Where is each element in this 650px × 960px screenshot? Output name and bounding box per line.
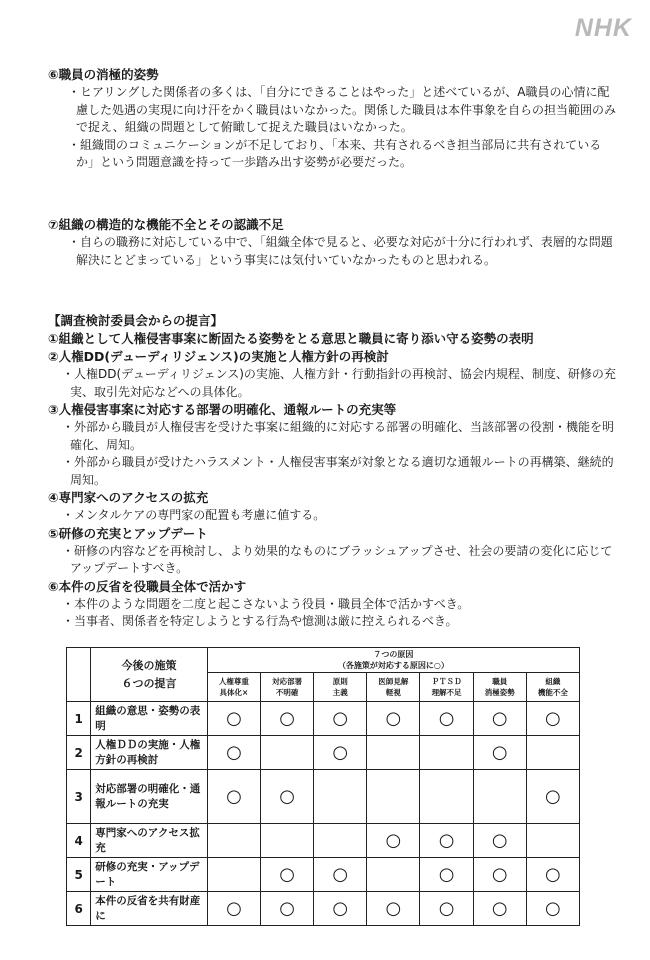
- cause-mark-cell: [207, 702, 260, 736]
- cause-mark-cell: [314, 770, 367, 824]
- circle-mark: ○: [545, 898, 561, 919]
- table-corner: [67, 648, 91, 702]
- proposal-title: ①組織として人権侵害事案に断固たる姿勢をとる意思と職員に寄り添い守る姿勢の表明: [48, 331, 534, 346]
- header-causes: ７つの原因 （各施策が対応する原因に○）: [207, 648, 579, 673]
- circle-mark: ○: [438, 708, 455, 729]
- cause-mark-cell: [526, 770, 579, 824]
- table-row: [67, 892, 580, 926]
- proposal-title: ③人権侵害事案に対応する部署の明確化、通報ルートの充実等: [48, 402, 397, 417]
- cause-mark-cell: [526, 892, 579, 926]
- cause-mark-cell: [207, 736, 260, 770]
- circle-mark: ○: [491, 742, 508, 763]
- section-7-bullet: ・自らの職務に対応している中で、「組織全体で見ると、必要な対応が十分に行われず、表層的な問題解決にとどまっている」という事実には気付いていなかったものと思われる。: [68, 235, 613, 267]
- row-number: 6: [67, 892, 91, 926]
- circle-mark: ○: [226, 898, 242, 919]
- circle-mark: ○: [545, 708, 561, 729]
- proposal-title: ④専門家へのアクセスの拡充: [48, 490, 209, 505]
- circle-mark: ○: [491, 708, 508, 729]
- section-6-bullet: ・組織間のコミュニケーションが不足しており、「本来、共有されるべき担当部局に共有されているか」という問題意識を持って一歩踏み出す姿勢が必要だった。: [68, 137, 602, 169]
- row-number: 2: [67, 736, 91, 770]
- circle-mark: ○: [226, 708, 242, 729]
- cause-mark-cell: [261, 824, 314, 858]
- table-row: [67, 736, 580, 770]
- circle-mark: ○: [438, 864, 455, 885]
- header-proposals: 今後の施策 ６つの提言: [91, 648, 208, 702]
- cause-mark-cell: [367, 770, 420, 824]
- cause-mark-cell: [314, 858, 367, 892]
- row-proposal: 専門家へのアクセス拡充: [91, 824, 208, 858]
- proposals-section: [48, 312, 618, 631]
- circle-mark: ○: [226, 742, 242, 763]
- circle-mark: ○: [332, 864, 349, 885]
- cause-mark-cell: [207, 858, 260, 892]
- table-row: [67, 702, 580, 736]
- row-number: 4: [67, 824, 91, 858]
- cause-mark-cell: [261, 858, 314, 892]
- proposal-bullet: ・当事者、関係者を特定しようとする行為や憶測は厳に控えられるべき。: [62, 614, 458, 628]
- circle-mark: ○: [332, 898, 349, 919]
- proposal-cause-table: [66, 647, 580, 926]
- section-7-heading: ⑦組織の構造的な機能不全とその認識不足: [48, 217, 284, 232]
- cause-mark-cell: [367, 892, 420, 926]
- row-proposal: 人権ＤＤの実施・人権方針の再検討: [91, 736, 208, 770]
- circle-mark: ○: [438, 830, 455, 851]
- cause-mark-cell: [367, 736, 420, 770]
- cause-mark-cell: [420, 858, 473, 892]
- circle-mark: ○: [279, 786, 295, 807]
- section-7: [48, 216, 618, 269]
- cause-header: 職員 消極姿勢: [473, 673, 526, 702]
- circle-mark: ○: [491, 830, 508, 851]
- cause-mark-cell: [261, 702, 314, 736]
- proposal-title: ⑤研修の充実とアップデート: [48, 525, 208, 541]
- cause-header: 人権尊重 具体化×: [207, 673, 260, 702]
- cause-header: 医師見解 軽視: [367, 673, 420, 702]
- row-proposal: 組織の意思・姿勢の表明: [91, 702, 208, 736]
- section-6-bullet: ・ヒアリングした関係者の多くは、「自分にできることはやった」と述べているが、A職員の心情に配慮した処遇の実現に向け汗をかく職員はいなかった。関係した職員は本件事象を自らの担当範囲のみで捉え、組織の問題として俯瞰して捉えた職員はいなかった。: [68, 85, 617, 134]
- nhk-logo: NHK: [574, 14, 632, 42]
- circle-mark: ○: [332, 742, 349, 763]
- table-body: [67, 702, 580, 926]
- cause-mark-cell: [473, 702, 526, 736]
- proposal-bullet: ・本件のような問題を二度と起こさないよう役員・職員全体で活かすべき。: [62, 596, 470, 611]
- cause-mark-cell: [314, 736, 367, 770]
- proposal-bullet: ・研修の内容などを再検討し、より効果的なものにブラッシュアップさせ、社会の要請の変化に応じてアップデートすべき。: [62, 543, 613, 575]
- row-number: 1: [67, 702, 91, 736]
- cause-mark-cell: [261, 892, 314, 926]
- circle-mark: ○: [279, 898, 295, 919]
- cause-mark-cell: [420, 702, 473, 736]
- cause-header: ＰＴＳＤ 理解不足: [420, 673, 473, 702]
- cause-mark-cell: [420, 770, 473, 824]
- proposal-bullet: ・外部から職員が人権侵害を受けた事案に組織的に対応する部署の明確化、当該部署の役割・機能を明確化、周知。: [62, 420, 615, 452]
- cause-mark-cell: [473, 824, 526, 858]
- row-proposal: 対応部署の明確化・通報ルートの充実: [91, 770, 208, 824]
- row-proposal: 本件の反省を共有財産に: [91, 892, 208, 926]
- section-6: [48, 66, 618, 172]
- circle-mark: ○: [545, 864, 561, 885]
- cause-mark-cell: [207, 892, 260, 926]
- proposal-title: ②人権DD(デューディリジェンス)の実施と人権方針の再検討: [48, 349, 389, 364]
- circle-mark: ○: [438, 898, 455, 919]
- row-number: 5: [67, 858, 91, 892]
- cause-mark-cell: [420, 892, 473, 926]
- circle-mark: ○: [279, 708, 295, 729]
- cause-mark-cell: [473, 892, 526, 926]
- cause-mark-cell: [314, 702, 367, 736]
- cause-mark-cell: [473, 736, 526, 770]
- circle-mark: ○: [491, 864, 508, 885]
- proposal-bullet: ・メンタルケアの専門家の配置も考慮に値する。: [62, 508, 326, 522]
- proposal-bullet: ・人権DD(デューディリジェンス)の実施、人権方針・行動指針の再検討、協会内規程、制度、研修の充実、取引先対応などへの具体化。: [62, 367, 616, 399]
- cause-mark-cell: [261, 770, 314, 824]
- cause-mark-cell: [261, 736, 314, 770]
- row-number: 3: [67, 770, 91, 824]
- cause-mark-cell: [367, 702, 420, 736]
- cause-mark-cell: [207, 770, 260, 824]
- table-row: [67, 824, 580, 858]
- circle-mark: ○: [545, 786, 561, 807]
- table-row: [67, 858, 580, 892]
- cause-mark-cell: [207, 824, 260, 858]
- section-6-heading: ⑥職員の消極的姿勢: [48, 67, 159, 82]
- cause-header: 対応部署 不明確: [261, 673, 314, 702]
- circle-mark: ○: [332, 708, 349, 729]
- cause-mark-cell: [367, 824, 420, 858]
- cause-mark-cell: [526, 858, 579, 892]
- circle-mark: ○: [385, 898, 402, 919]
- cause-mark-cell: [367, 858, 420, 892]
- circle-mark: ○: [279, 864, 295, 885]
- cause-header: 組織 機能不全: [526, 673, 579, 702]
- circle-mark: ○: [385, 830, 402, 851]
- cause-mark-cell: [420, 824, 473, 858]
- cause-mark-cell: [473, 858, 526, 892]
- cause-mark-cell: [526, 736, 579, 770]
- table-row: [67, 770, 580, 824]
- row-proposal: 研修の充実・アップデート: [91, 858, 208, 892]
- cause-mark-cell: [473, 770, 526, 824]
- circle-mark: ○: [226, 786, 242, 807]
- circle-mark: ○: [491, 898, 508, 919]
- circle-mark: ○: [385, 708, 402, 729]
- cause-mark-cell: [526, 702, 579, 736]
- cause-mark-cell: [314, 892, 367, 926]
- proposal-bullet: ・外部から職員が受けたハラスメント・人権侵害事案が対象となる適切な通報ルートの再構築、継続的周知。: [62, 455, 614, 487]
- proposals-heading: 【調査検討委員会からの提言】: [48, 313, 224, 328]
- cause-mark-cell: [314, 824, 367, 858]
- cause-mark-cell: [420, 736, 473, 770]
- cause-header: 原則 主義: [314, 673, 367, 702]
- proposal-title: ⑥本件の反省を役職員全体で活かす: [48, 578, 247, 594]
- cause-mark-cell: [526, 824, 579, 858]
